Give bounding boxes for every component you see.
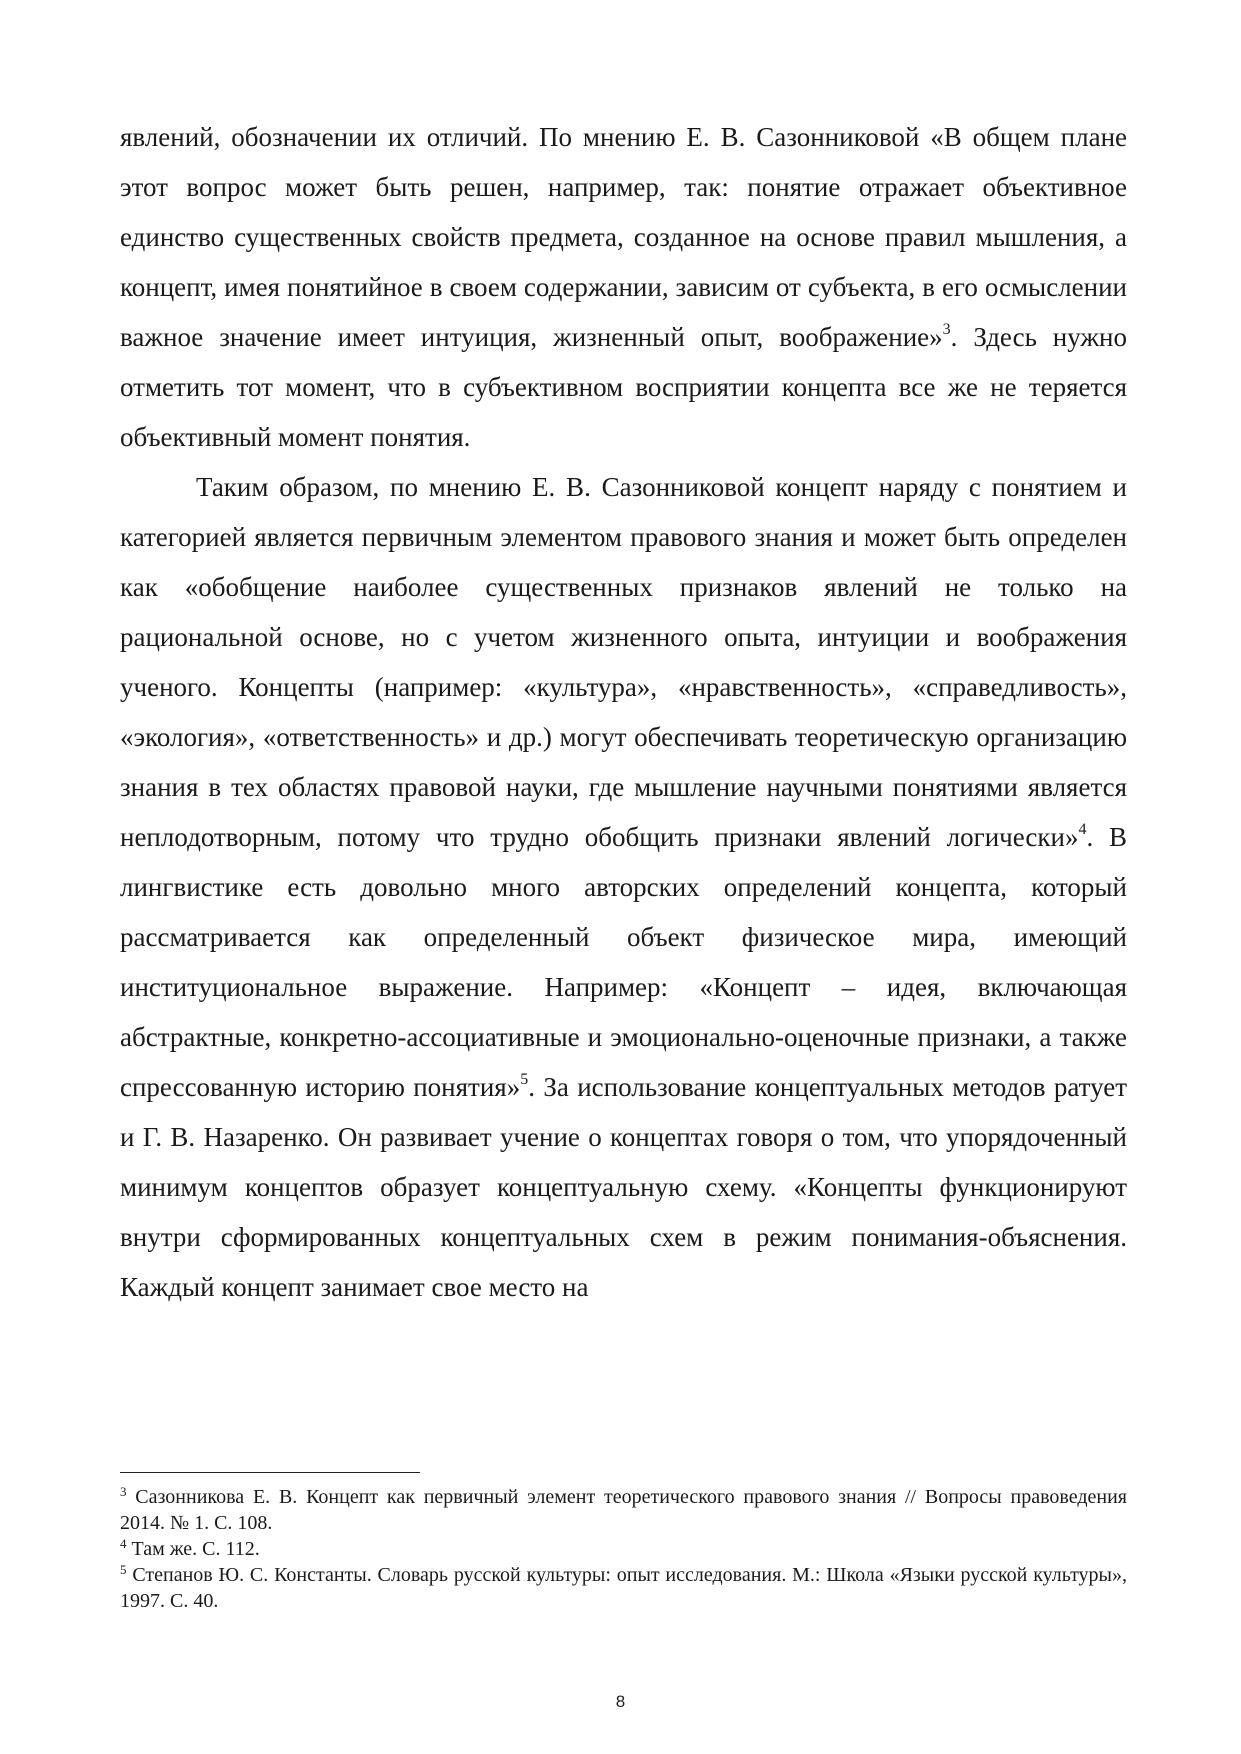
footnote-3 bbox=[120, 1484, 1127, 1536]
footnotes bbox=[120, 1484, 1127, 1614]
footnote-number: 5 bbox=[120, 1562, 127, 1577]
paragraph-2 bbox=[120, 462, 1127, 1312]
paragraph-2-text-c: . За использование концептуальных методов ратует и Г. В. Назаренко. Он развивает учение о концептах говоря о том, что упорядоченный минимум концептов образует концептуальную схему. «Концепты функционируют внутри сформированных концептуальных схем в режим понимания-объяснения. Каждый концепт занимает свое место на bbox=[120, 1072, 1128, 1302]
paragraph-1-text-a: явлений, обозначении их отличий. По мнению Е. В. Сазонниковой «В общем плане этот вопрос может быть решен, например, так: понятие отражает объективное единство существенных свойств предмета, созданное на основе правил мышления, а концепт, имея понятийное в своем содержании, зависим от субъекта, в его осмыслении важное значение имеет интуиция, жизненный опыт, воображение» bbox=[120, 122, 1127, 352]
footnote-text: Степанов Ю. С. Константы. Словарь русской культуры: опыт исследования. М.: Школа «Языки русской культуры», 1997. С. 40. bbox=[120, 1564, 1127, 1612]
footnote-separator bbox=[120, 1472, 420, 1473]
footnote-number: 4 bbox=[120, 1536, 127, 1551]
page-number: 8 bbox=[615, 1692, 626, 1711]
footnote-ref-3[interactable]: 3 bbox=[942, 321, 951, 338]
body-text bbox=[120, 112, 1127, 1312]
footnote-ref-4[interactable]: 4 bbox=[1078, 821, 1087, 838]
footnote-text: Там же. С. 112. bbox=[131, 1538, 260, 1560]
footnote-ref-5[interactable]: 5 bbox=[520, 1071, 529, 1088]
paragraph-1 bbox=[120, 112, 1127, 462]
footnote-number: 3 bbox=[120, 1484, 127, 1499]
footnote-text: Сазонникова Е. В. Концепт как первичный элемент теоретического правового знания // Вопросы правоведения 2014. № 1. С. 108. bbox=[120, 1486, 1128, 1534]
paragraph-2-text-b: . В лингвистике есть довольно много авторских определений концепта, который рассматривается как определенный объект физическое мира, имеющий институциональное выражение. Например: «Концепт – идея, включающая абстрактные, конкретно-ассоциативные и эмоционально-оценочные признаки, а также спрессованную историю понятия» bbox=[120, 822, 1127, 1102]
paragraph-2-text-a: Таким образом, по мнению Е. В. Сазонниковой концепт наряду с понятием и категорией является первичным элементом правового знания и может быть определен как «обобщение наиболее существенных признаков явлений не только на рациональной основе, но с учетом жизненного опыта, интуиции и воображения ученого. Концепты (например: «культура», «нравственность», «справедливость», «экология», «ответственность» и др.) могут обеспечивать теоретическую организацию знания в тех областях правовой науки, где мышление научными понятиями является неплодотворным, потому что трудно обобщить признаки явлений логически» bbox=[120, 472, 1127, 852]
footnote-5 bbox=[120, 1562, 1127, 1614]
footnote-4 bbox=[120, 1536, 1127, 1562]
paragraph-1-text-b: . Здесь нужно отметить тот момент, что в субъективном восприятии концепта все же не теряется объективный момент понятия. bbox=[120, 322, 1127, 452]
